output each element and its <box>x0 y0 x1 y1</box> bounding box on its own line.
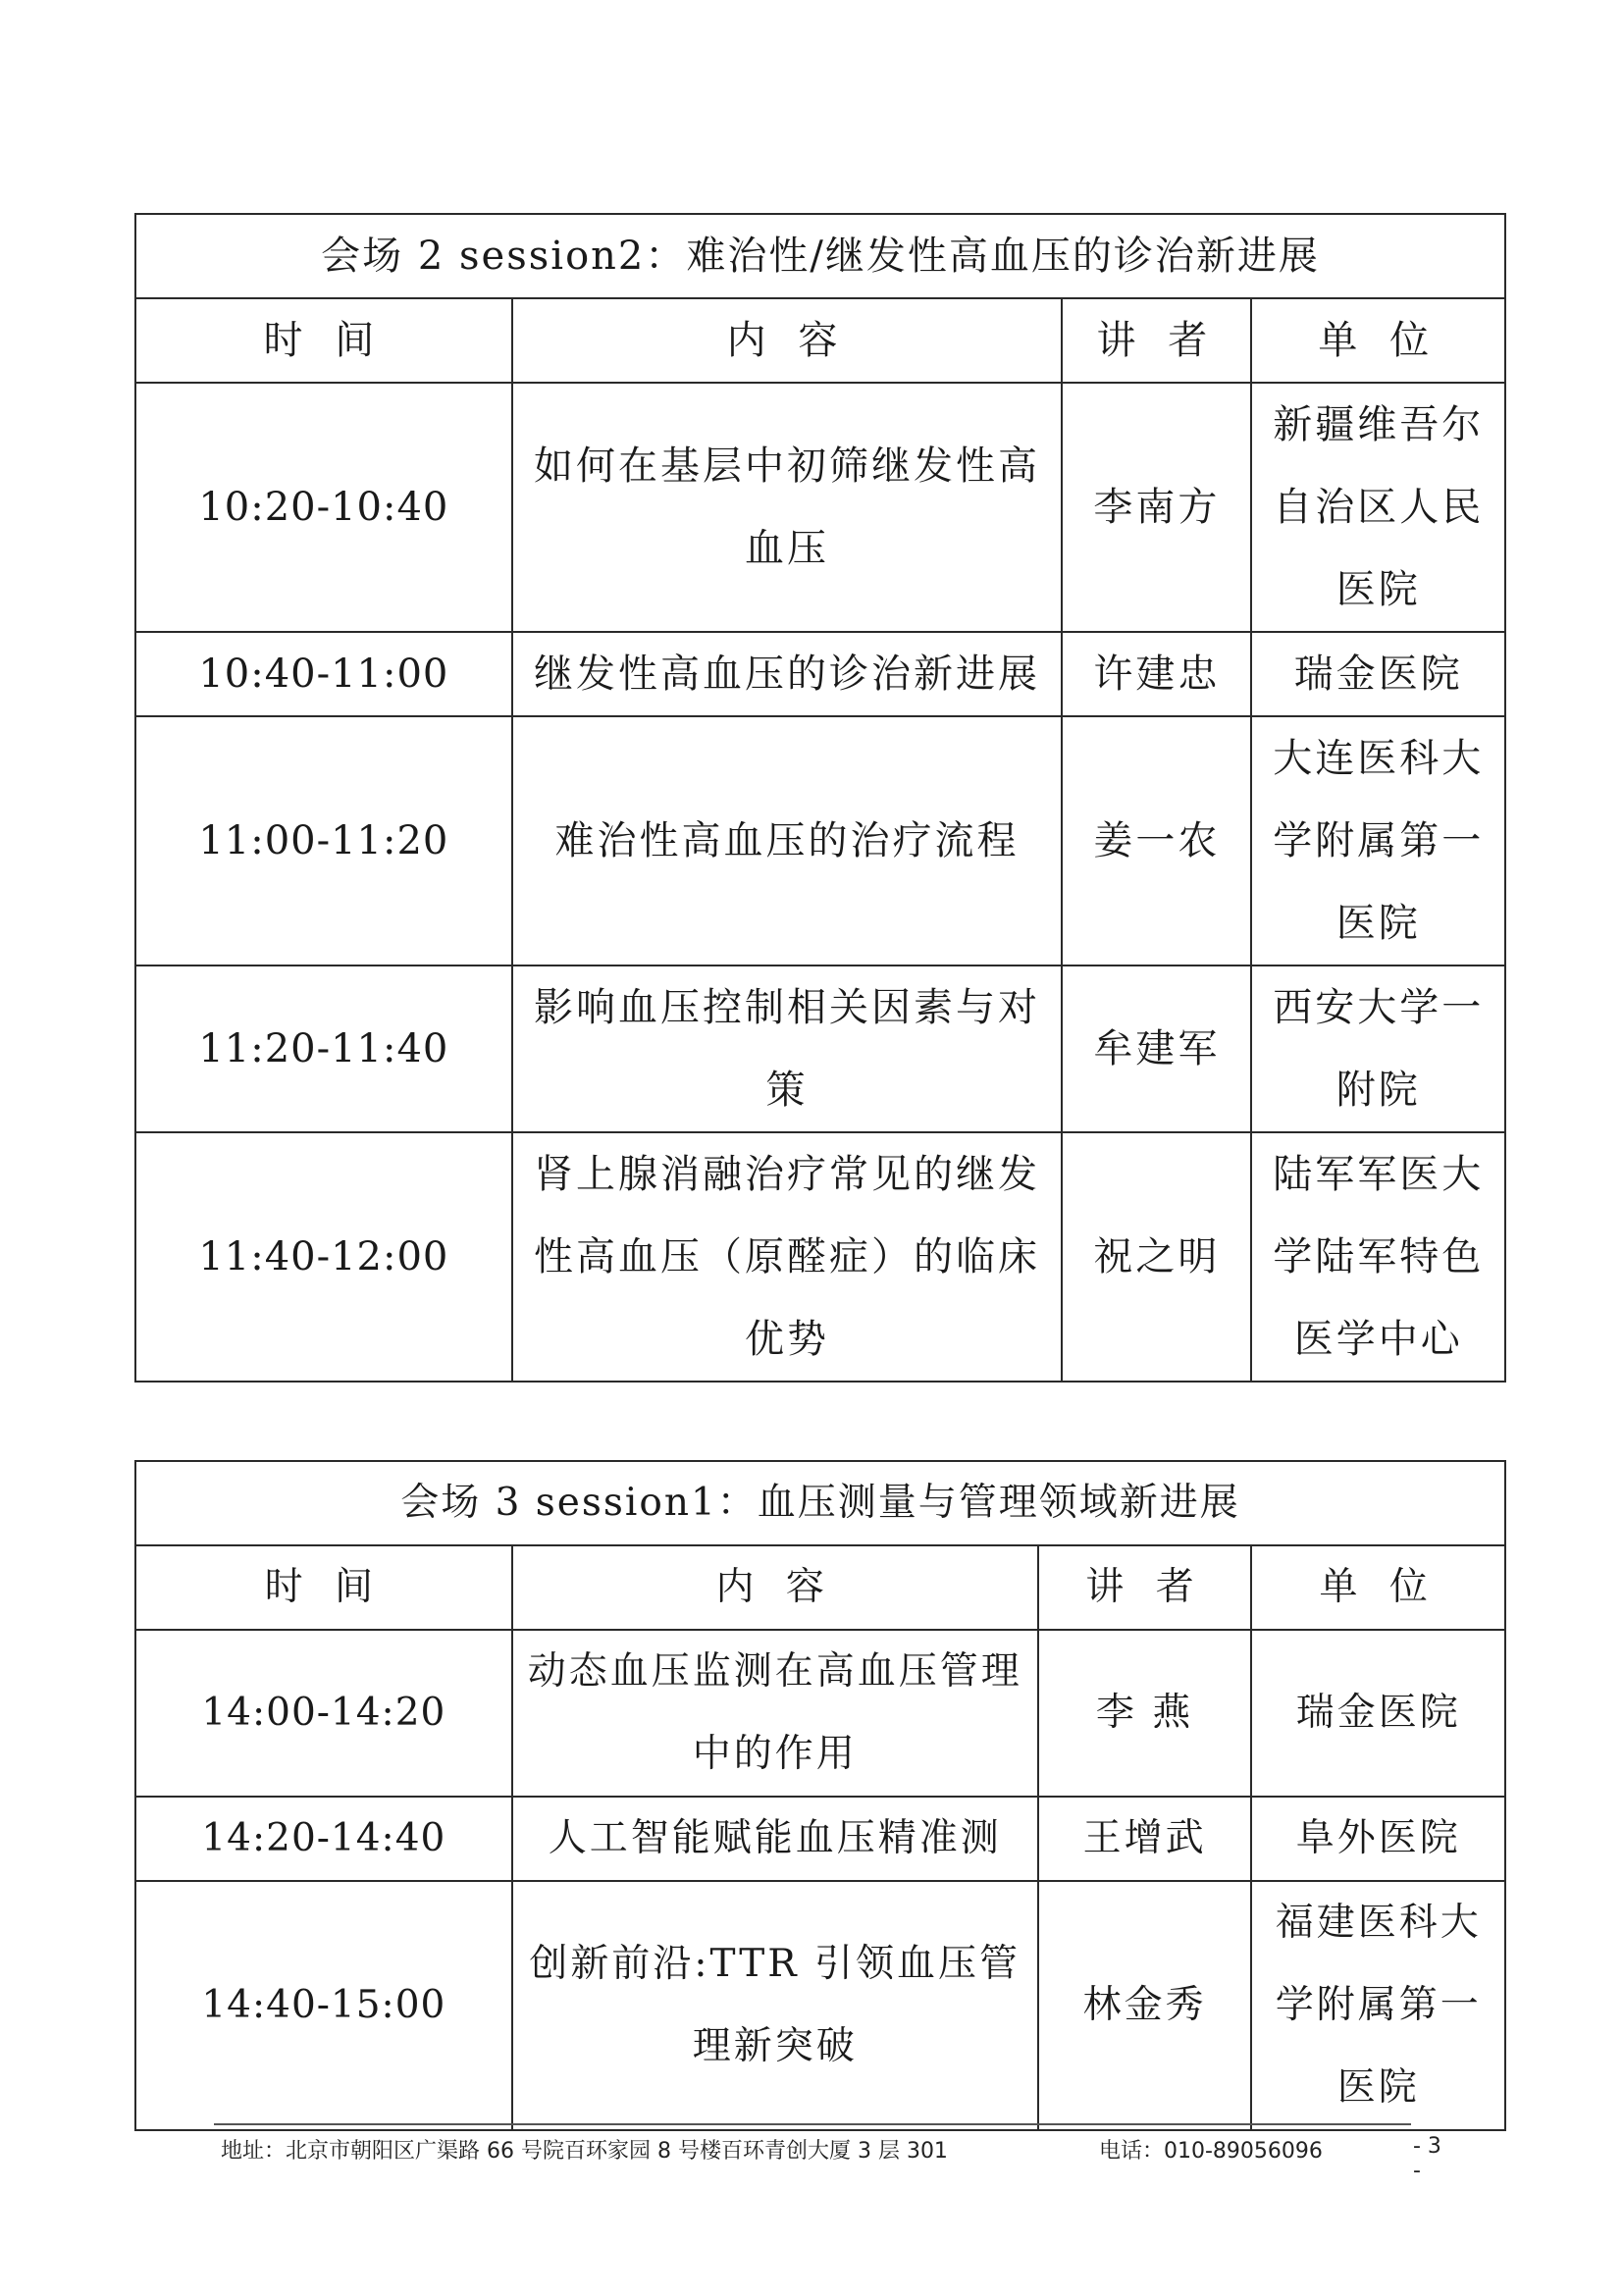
content-cell: 继发性高血压的诊治新进展 <box>512 632 1063 716</box>
table-row <box>135 1132 1505 1382</box>
session-title: 会场 2 session2：难治性/继发性高血压的诊治新进展 <box>135 214 1505 298</box>
unit-cell: 陆军军医大学陆军特色医学中心 <box>1251 1132 1505 1382</box>
unit-cell: 瑞金医院 <box>1251 632 1505 716</box>
table-row <box>135 632 1505 716</box>
session-table-2 <box>134 1460 1506 2131</box>
unit-cell: 阜外医院 <box>1251 1797 1505 1881</box>
time-cell: 11:20-11:40 <box>135 965 512 1132</box>
header-unit: 单 位 <box>1251 1545 1505 1630</box>
content-cell: 如何在基层中初筛继发性高血压 <box>512 383 1063 632</box>
content-cell: 动态血压监测在高血压管理中的作用 <box>512 1630 1038 1797</box>
footer-address: 地址：北京市朝阳区广渠路 66 号院百环家园 8 号楼百环青创大厦 3 层 301 <box>221 2139 948 2164</box>
table-row <box>135 965 1505 1132</box>
speaker-cell: 李南方 <box>1062 383 1251 632</box>
footer-phone: 电话：010-89056096 <box>1099 2139 1323 2164</box>
content-cell: 人工智能赋能血压精准测 <box>512 1797 1038 1881</box>
speaker-cell: 许建忠 <box>1062 632 1251 716</box>
speaker-cell: 姜一农 <box>1062 716 1251 965</box>
table-row <box>135 1797 1505 1881</box>
table-row <box>135 1630 1505 1797</box>
time-cell: 10:20-10:40 <box>135 383 512 632</box>
table-row <box>135 716 1505 965</box>
header-time: 时 间 <box>135 298 512 383</box>
header-speaker: 讲 者 <box>1062 298 1251 383</box>
time-cell: 10:40-11:00 <box>135 632 512 716</box>
unit-cell: 福建医科大学附属第一医院 <box>1251 1881 1505 2130</box>
unit-cell: 新疆维吾尔自治区人民医院 <box>1251 383 1505 632</box>
table-row <box>135 383 1505 632</box>
speaker-cell: 李 燕 <box>1038 1630 1252 1797</box>
unit-cell: 大连医科大学附属第一医院 <box>1251 716 1505 965</box>
unit-cell: 瑞金医院 <box>1251 1630 1505 1797</box>
time-cell: 11:40-12:00 <box>135 1132 512 1382</box>
time-cell: 14:20-14:40 <box>135 1797 512 1881</box>
session-title: 会场 3 session1：血压测量与管理领域新进展 <box>135 1461 1505 1545</box>
table-row <box>135 1881 1505 2130</box>
content-cell: 难治性高血压的治疗流程 <box>512 716 1063 965</box>
header-speaker: 讲 者 <box>1038 1545 1252 1630</box>
header-content: 内 容 <box>512 298 1063 383</box>
speaker-cell: 祝之明 <box>1062 1132 1251 1382</box>
speaker-cell: 王增武 <box>1038 1797 1252 1881</box>
time-cell: 14:40-15:00 <box>135 1881 512 2130</box>
page-number: - 3 - <box>1413 2134 1441 2183</box>
content-cell: 肾上腺消融治疗常见的继发性高血压（原醛症）的临床优势 <box>512 1132 1063 1382</box>
time-cell: 14:00-14:20 <box>135 1630 512 1797</box>
header-time: 时 间 <box>135 1545 512 1630</box>
content-cell: 创新前沿:TTR 引领血压管理新突破 <box>512 1881 1038 2130</box>
unit-cell: 西安大学一附院 <box>1251 965 1505 1132</box>
footer-divider <box>214 2123 1411 2125</box>
speaker-cell: 牟建军 <box>1062 965 1251 1132</box>
header-content: 内 容 <box>512 1545 1038 1630</box>
time-cell: 11:00-11:20 <box>135 716 512 965</box>
header-unit: 单 位 <box>1251 298 1505 383</box>
speaker-cell: 林金秀 <box>1038 1881 1252 2130</box>
content-cell: 影响血压控制相关因素与对策 <box>512 965 1063 1132</box>
session-table-1 <box>134 213 1506 1383</box>
page-footer <box>221 2134 1447 2183</box>
